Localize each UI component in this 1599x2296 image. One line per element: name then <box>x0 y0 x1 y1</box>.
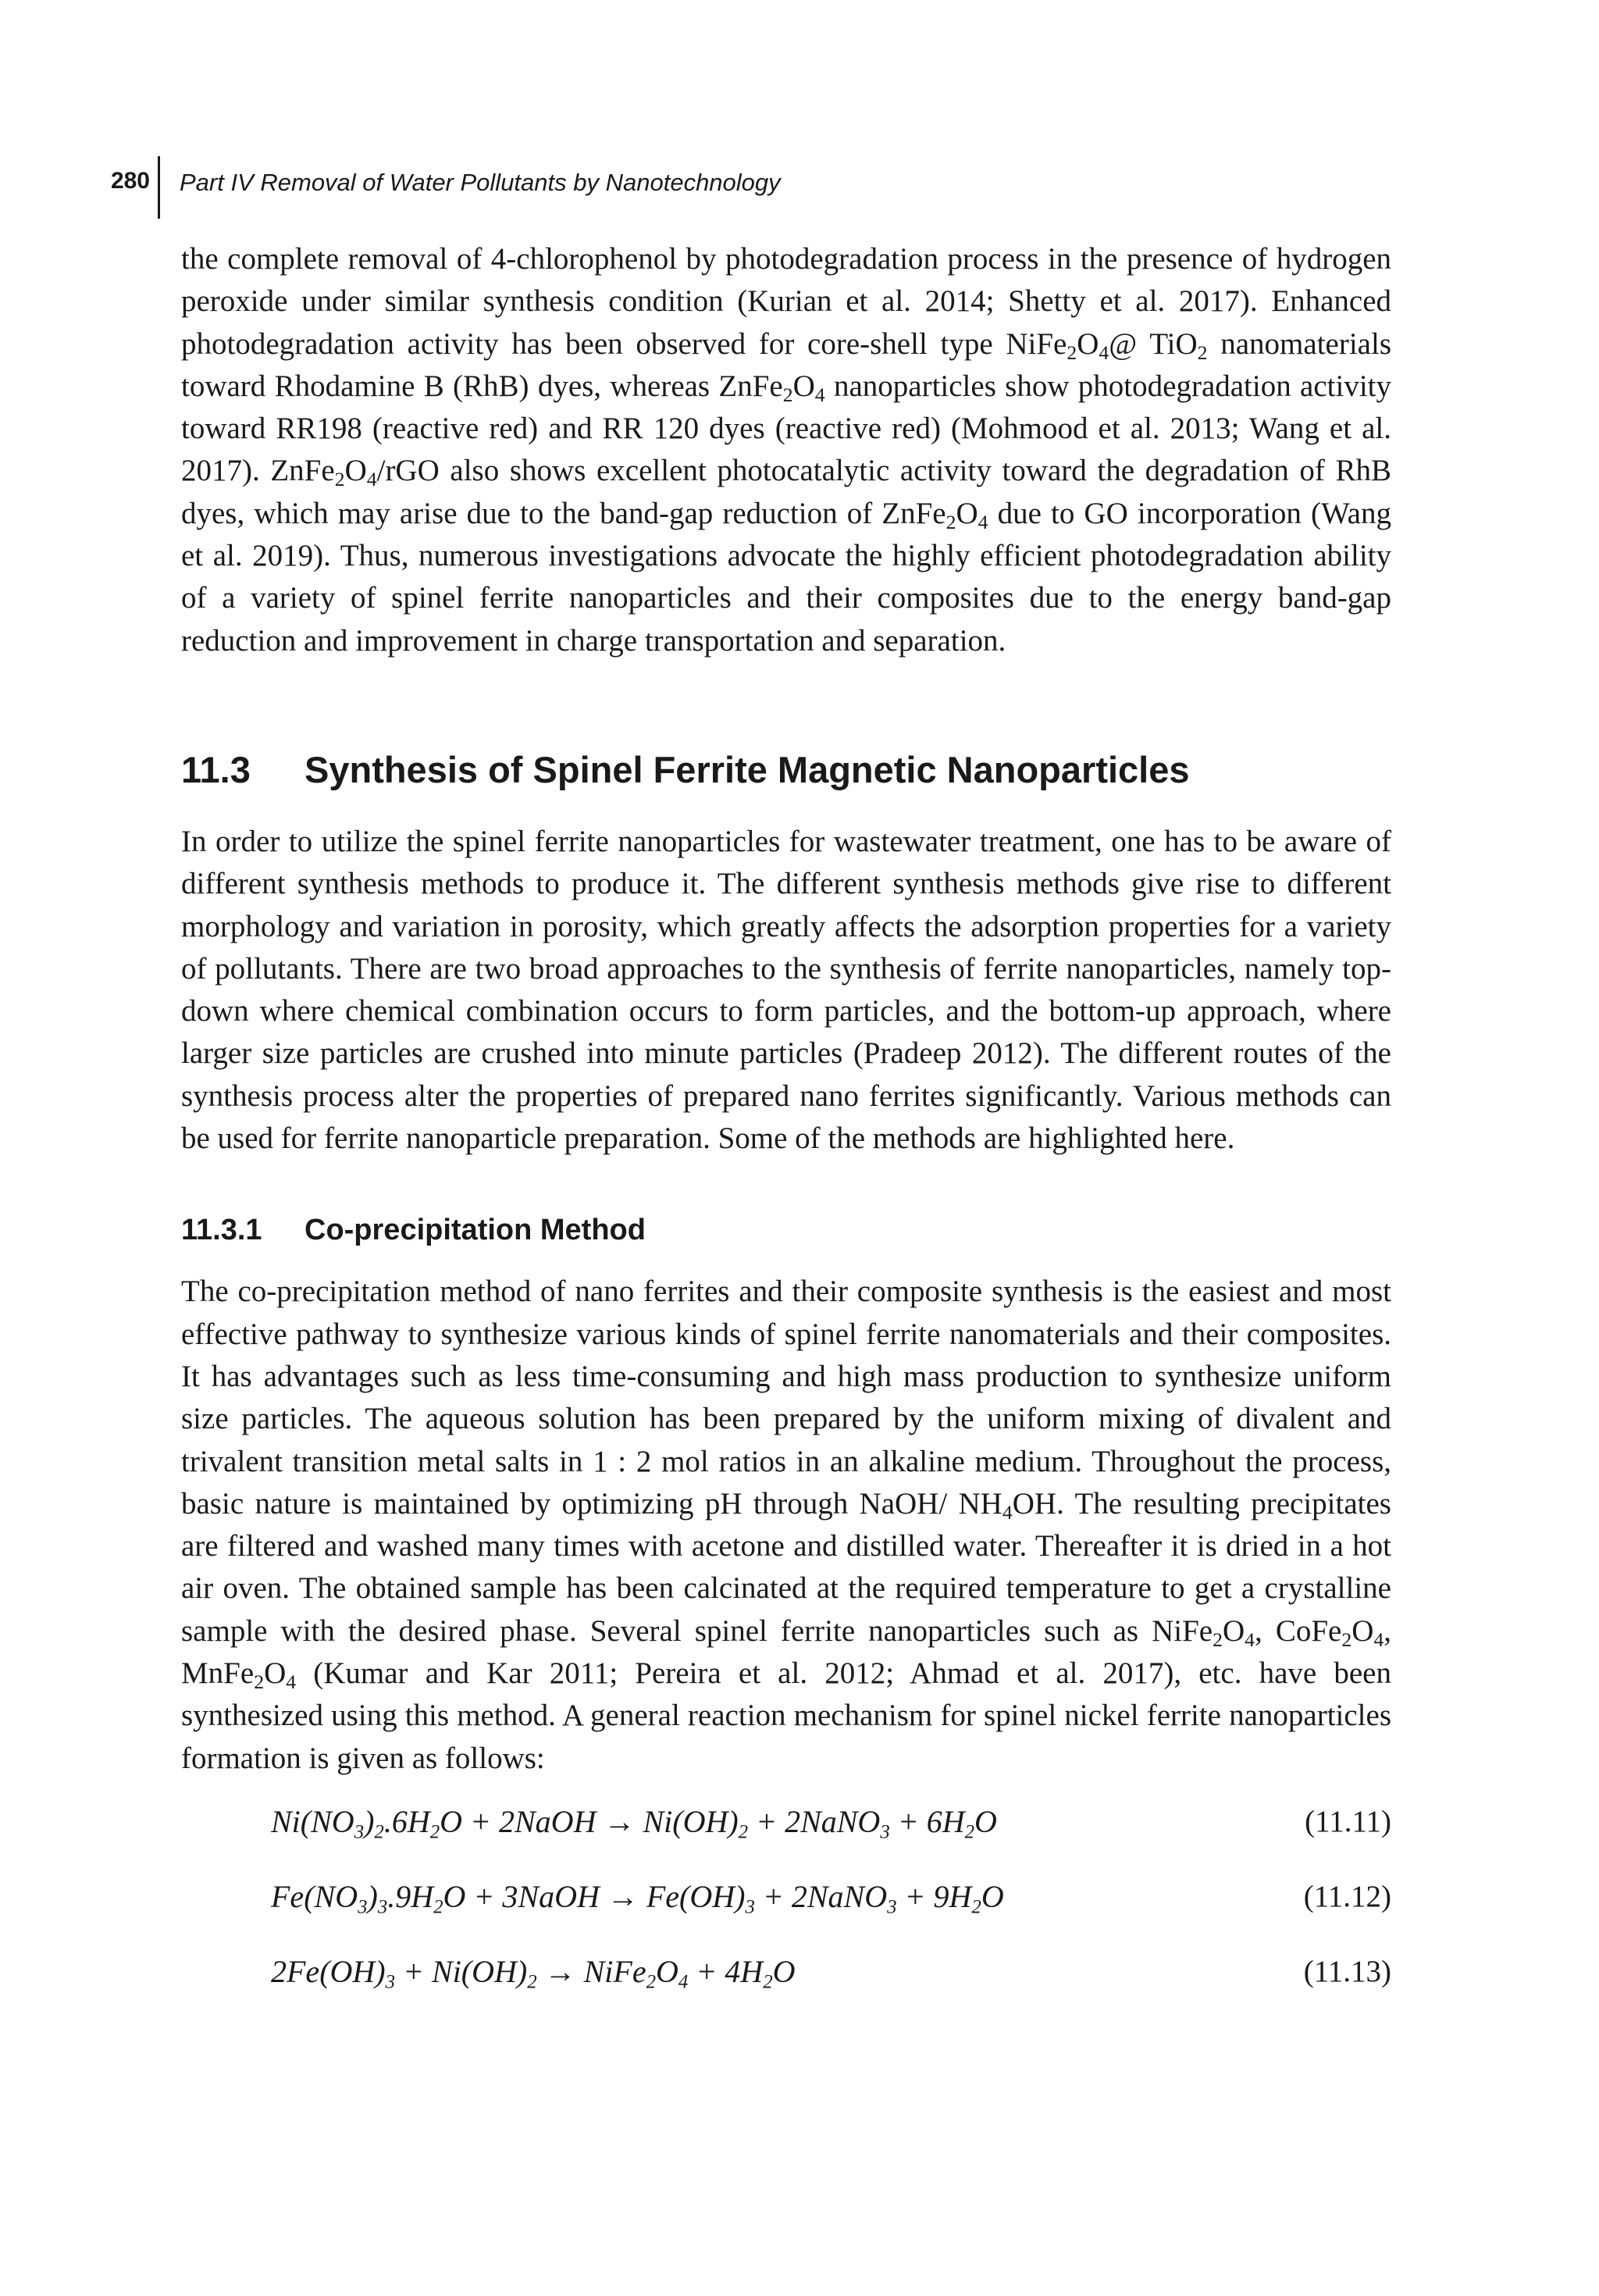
equation-11-12 <box>181 1875 1391 1950</box>
paragraph-photodegradation: the complete removal of 4-chlorophenol by photodegradation process in the presence of hydrogen peroxide under similar synthesis condition (Kurian et al. 2014; Shetty et al. 2017). Enhanced photodegradation activity has been observed for core-shell type $NiFe_2O_4@$ TiO$_2$ nanomaterials toward Rhodamine B (RhB) dyes, whereas $ZnFe_2O_4$ nanoparticles show photodegradation activity toward RR198 (reactive red) and RR 120 dyes (reactive red) (Mohmood et al. 2013; Wang et al. 2017). $ZnFe_2O_4$/rGO also shows excellent photocatalytic activity toward the degradation of RhB dyes, which may arise due to the band-gap reduction of $ZnFe_2O_4$ due to GO incorporation (Wang et al. 2019). Thus, numerous investigations advocate the highly efficient photodegradation ability of a variety of spinel ferrite nanoparticles and their composites due to the energy band-gap reduction and improvement in charge transportation and separation. <box>181 242 1391 658</box>
subsection-number: 11.3.1 <box>181 1214 262 1247</box>
page-header <box>0 156 1599 219</box>
paragraph-synthesis-methods: In order to utilize the spinel ferrite nanoparticles for wastewater treatment, one has to be aware of different synthesis methods to produce it. The different synthesis methods give rise to different morphology and variation in porosity, which greatly affects the adsorption properties for a variety of pollutants. There are two broad approaches to the synthesis of ferrite nanoparticles, namely top-down where chemical combination occurs to form particles, and the bottom-up approach, where larger size particles are crushed into minute particles (Pradeep 2012). The different routes of the synthesis process alter the properties of prepared nano ferrites significantly. Various methods can be used for ferrite nanoparticle preparation. Some of the methods are highlighted here. <box>181 824 1391 1156</box>
section-heading <box>181 744 1391 796</box>
equation-block <box>181 1800 1391 2025</box>
equation-body: $2Fe(OH)_3 + Ni(OH)_2$ → $NiFe_2O_4 + 4H_2O$ <box>271 1953 796 1993</box>
subsection-title: Co-precipitation Method <box>304 1214 646 1247</box>
equation-11-13 <box>181 1950 1391 2025</box>
equation-number: (11.11) <box>1305 1804 1391 1838</box>
subsection-heading <box>181 1208 1391 1252</box>
page-number: 280 <box>110 168 150 194</box>
equation-number: (11.12) <box>1303 1879 1391 1913</box>
section-number: 11.3 <box>181 748 251 790</box>
page-body <box>181 238 1391 2025</box>
equation-number: (11.13) <box>1303 1954 1391 1988</box>
running-head: Part IV Removal of Water Pollutants by Nanotechnology <box>180 169 781 196</box>
paragraph-co-precipitation: The co-precipitation method of nano ferrites and their composite synthesis is the easiest and most effective pathway to synthesize various kinds of spinel ferrite nanomaterials and their composites. It has advantages such as less time-consuming and high mass production to synthesize uniform size particles. The aqueous solution has been prepared by the uniform mixing of divalent and trivalent transition metal salts in 1 : 2 mol ratios in an alkaline medium. Throughout the process, basic nature is maintained by optimizing pH through NaOH/ $NH_4OH$. The resulting precipitates are filtered and washed many times with acetone and distilled water. Thereafter it is dried in a hot air oven. The obtained sample has been calcinated at the required temperature to get a crystalline sample with the desired phase. Several spinel ferrite nanoparticles such as $NiFe_2O_4$, $CoFe_2O_4$, $MnFe_2O_4$ (Kumar and Kar 2011; Pereira et al. 2012; Ahmad et al. 2017), etc. have been synthesized using this method. A general reaction mechanism for spinel nickel ferrite nanoparticles formation is given as follows: <box>181 1275 1392 1775</box>
equation-body: $Ni(NO_3)_2.6H_2O$ + 2NaOH → $Ni(OH)_2$ + 2NaNO$_3$ + $6H_2O$ <box>271 1803 997 1843</box>
equation-11-11 <box>181 1800 1391 1875</box>
section-title: Synthesis of Spinel Ferrite Magnetic Nanoparticles <box>304 748 1190 790</box>
equation-body: $Fe(NO_3)_3.9H_2O$ + 3NaOH → $Fe(OH)_3$ + 2NaNO$_3$ + $9H_2O$ <box>271 1878 1004 1918</box>
header-divider <box>158 156 160 219</box>
